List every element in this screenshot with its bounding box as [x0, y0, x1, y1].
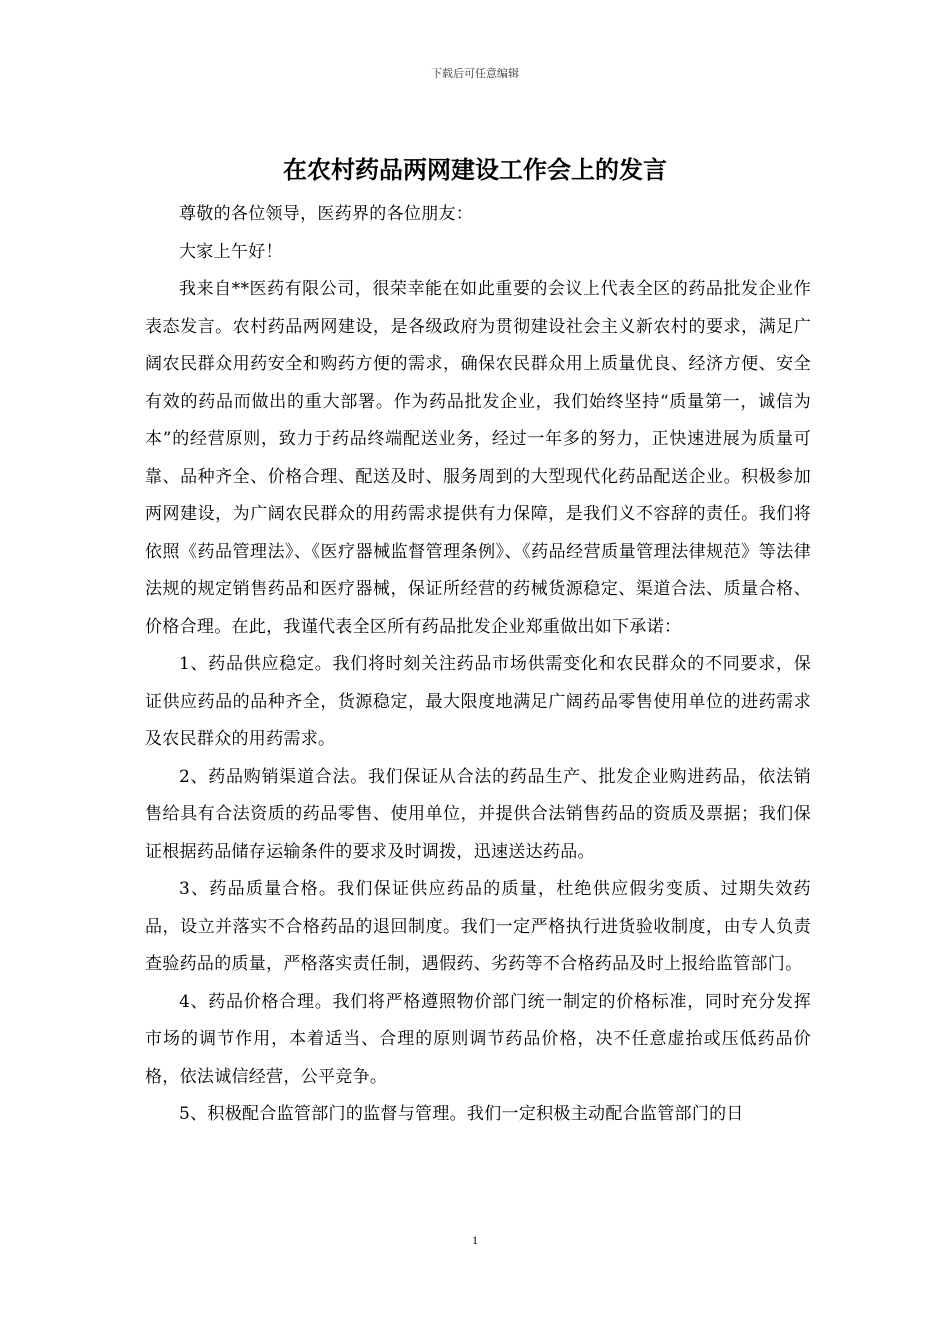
body-paragraph-intro: 我来自**医药有限公司，很荣幸能在如此重要的会议上代表全区的药品批发企业作表态发言。农村药品两网建设，是各级政府为贯彻建设社会主义新农村的要求，满足广阔农民群众用药安全和购药方便的需求，确保农民群众用上质量优良、经济方便、安全有效的药品而做出的重大部署。作为药品批发企业，我们始终坚持“质量第一，诚信为本”的经营原则，致力于药品终端配送业务，经过一年多的努力，正快速进展为质量可靠、品种齐全、价格合理、配送及时、服务周到的大型现代化药品配送企业。积极参加两网建设，为广阔农民群众的用药需求提供有力保障，是我们义不容辞的责任。我们将依照《药品管理法》、《医疗器械监督管理条例》、《药品经营质量管理法律规范》等法律法规的规定销售药品和医疗器械，保证所经营的药械货源稳定、渠道合法、质量合格、价格合理。在此，我谨代表全区所有药品批发企业郑重做出如下承诺：	[145, 279, 811, 637]
commitment-item-5: 5、积极配合监管部门的监督与管理。我们一定积极主动配合监管部门的日	[179, 1104, 744, 1124]
commitment-item-1: 1、药品供应稳定。我们将时刻关注药品市场供需变化和农民群众的不同要求，保证供应药品的品种齐全，货源稳定，最大限度地满足广阔药品零售使用单位的进药需求及农民群众的用药需求。	[145, 654, 811, 749]
commitment-item-3: 3、药品质量合格。我们保证供应药品的质量，杜绝供应假劣变质、过期失效药品，设立并落实不合格药品的退回制度。我们一定严格执行进货验收制度，由专人负责查验药品的质量，严格落实责任制，遇假药、劣药等不合格药品及时上报给监管部门。	[145, 879, 811, 974]
document-title: 在农村药品两网建设工作会上的发言	[283, 156, 667, 184]
document-body	[145, 196, 811, 1134]
page-number: 1	[472, 1233, 478, 1247]
salutation: 尊敬的各位领导，医药界的各位朋友：	[179, 204, 474, 224]
commitment-item-4: 4、药品价格合理。我们将严格遵照物价部门统一制定的价格标准，同时充分发挥市场的调节作用，本着适当、合理的原则调节药品价格，决不任意虚抬或压低药品价格，依法诚信经营，公平竞争。	[145, 991, 811, 1087]
greeting: 大家上午好！	[179, 241, 283, 262]
commitment-item-2: 2、药品购销渠道合法。我们保证从合法的药品生产、批发企业购进药品，依法销售给具有合法资质的药品零售、使用单位，并提供合法销售药品的资质及票据；我们保证根据药品储存运输条件的要求及时调拨，迅速送达药品。	[145, 766, 811, 862]
page-header-note: 下载后可任意编辑	[431, 67, 519, 80]
